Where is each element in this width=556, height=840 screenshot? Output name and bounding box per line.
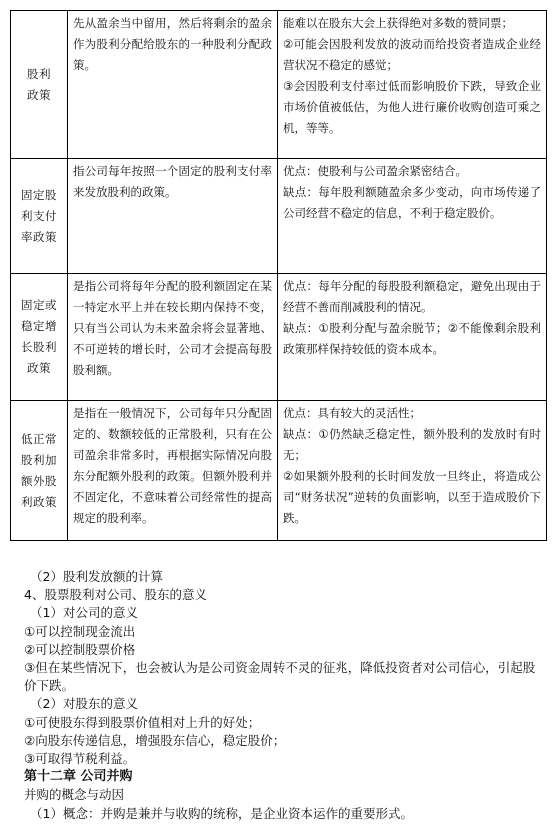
subsection-heading: （1）对公司的意义 <box>30 605 138 621</box>
policy-name-cell: 固定股 利支付 率政策 <box>11 159 68 274</box>
policy-evaluation-cell <box>278 11 547 159</box>
chapter-title: 第十二章 公司并购 <box>24 769 133 785</box>
evaluation-point: 优点：每年分配的每股股利额稳定，避免出现由于经营不善而削减股利的情况。 <box>283 279 541 314</box>
list-item: ②可以控制股票价格 <box>24 641 136 657</box>
policy-definition-cell: 先从盈余当中留用，然后将剩余的盈余作为股利分配给股东的一种股利分配政策。 <box>68 11 278 159</box>
evaluation-point: 优点：具有较大的灵活性； <box>283 406 421 420</box>
table-row <box>11 401 547 541</box>
section-heading: 4、股票股利对公司、股东的意义 <box>24 587 207 603</box>
policy-evaluation-cell <box>278 401 547 541</box>
table-row <box>11 159 547 274</box>
evaluation-point: 能难以在股东大会上获得绝对多数的赞同票； <box>283 16 513 30</box>
policy-name-cell: 低正常 股利加 额外股 利政策 <box>11 401 68 541</box>
list-item: ②向股东传递信息，增强股东信心，稳定股价； <box>24 732 286 748</box>
evaluation-point: 缺点：①仍然缺乏稳定性，额外股利的发放时有时无； <box>283 427 541 462</box>
policy-evaluation-cell <box>278 159 547 274</box>
policy-definition-cell: 是指公司将每年分配的股利额固定在某一特定水平上并在较长期内保持不变，只有当公司认为未来盈余将会显著地、不可逆转的增长时，公司才会提高每股股利额。 <box>68 274 278 401</box>
list-item: ③可取得节税利益。 <box>24 751 136 767</box>
list-item: ①可使股东得到股票价值相对上升的好处； <box>24 714 261 730</box>
body-text <box>24 568 544 823</box>
section-heading: 并购的概念与动因 <box>24 787 125 803</box>
evaluation-point: 缺点：①股利分配与盈余脱节；②不能像剩余股利政策那样保持较低的资本成本。 <box>283 321 541 356</box>
subsection-heading: （2）股利发放额的计算 <box>30 569 163 584</box>
dividend-policy-table <box>10 10 547 541</box>
list-item: ③但在某些情况下，也会被认为是公司资金周转不灵的征兆，降低投资者对公司信心，引起股价下跌。 <box>24 660 536 694</box>
table-row <box>11 11 547 159</box>
paragraph: （1）概念：并购是兼并与收购的统称，是企业资本运作的重要形式。 <box>30 805 413 821</box>
policy-definition-cell: 是指在一般情况下，公司每年只分配固定的、数额较低的正常股利，只有在公司盈余非常多时，再根据实际情况向股东分配额外股利的政策。但额外股利并不固定化，不意味着公司经常性的提高规定的股利率。 <box>68 401 278 541</box>
policy-evaluation-cell <box>278 274 547 401</box>
policy-name-cell: 固定或 稳定增 长股利 政策 <box>11 274 68 401</box>
list-item: ①可以控制现金流出 <box>24 623 136 639</box>
policy-name-cell: 股利 政策 <box>11 11 68 159</box>
policy-definition-cell: 指公司每年按照一个固定的股利支付率来发放股利的政策。 <box>68 159 278 274</box>
evaluation-point: 缺点：每年股利额随盈余多少变动，向市场传递了公司经营不稳定的信息，不利于稳定股价。 <box>283 185 541 220</box>
evaluation-point: ②如果额外股利的长时间发放一旦终止，将造成公司“财务状况”逆转的负面影响，以至于造成股价下跌。 <box>283 469 541 525</box>
evaluation-point: ②可能会因股利发放的波动而给投资者造成企业经营状况不稳定的感觉； <box>283 37 541 72</box>
evaluation-point: 优点：使股利与公司盈余紧密结合。 <box>283 164 467 178</box>
evaluation-point: ③会因股利支付率过低而影响股价下跌，导致企业市场价值被低估，为他人进行廉价收购创造可乘之机，等等。 <box>283 79 541 135</box>
table-row <box>11 274 547 401</box>
subsection-heading: （2）对股东的意义 <box>30 696 138 712</box>
